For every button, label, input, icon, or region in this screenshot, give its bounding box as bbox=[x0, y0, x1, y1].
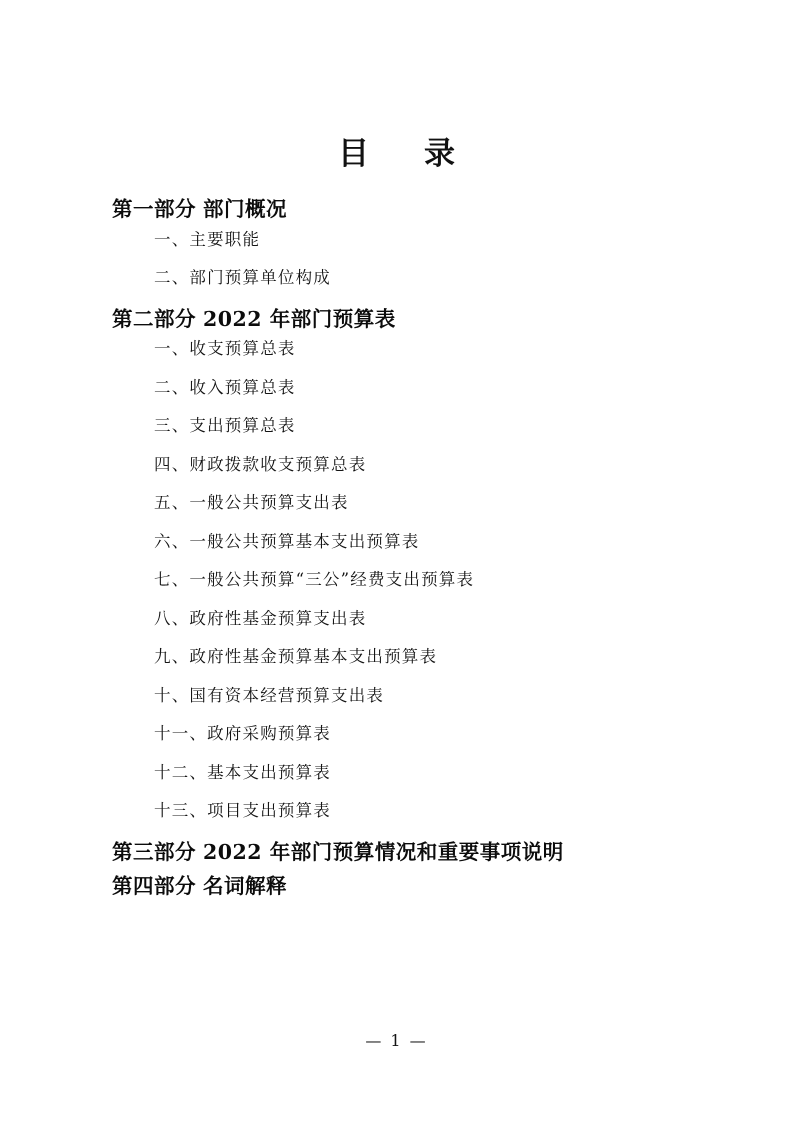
toc-item-2-13[interactable]: 十三、项目支出预算表 bbox=[154, 801, 331, 820]
toc-part-2-number: 第二部分 bbox=[112, 306, 196, 331]
toc-part-3-label: 2022 年部门预算情况和重要事项说明 bbox=[203, 839, 564, 864]
toc-part-2[interactable] bbox=[112, 306, 733, 331]
toc-part-3[interactable] bbox=[112, 839, 733, 864]
toc-item-2-2[interactable]: 二、收入预算总表 bbox=[154, 377, 296, 397]
toc-item-2-5[interactable]: 五、一般公共预算支出表 bbox=[154, 493, 349, 512]
toc-item-1-2[interactable]: 二、部门预算单位构成 bbox=[154, 268, 331, 287]
toc-item-2-6[interactable]: 六、一般公共预算基本支出预算表 bbox=[154, 531, 420, 551]
toc-item-1-1[interactable]: 一、主要职能 bbox=[154, 229, 261, 249]
toc-part-1-label: 部门概况 bbox=[203, 197, 287, 221]
table-of-contents bbox=[60, 199, 733, 897]
page-title: 目 录 bbox=[338, 136, 467, 172]
toc-item-2-3[interactable]: 三、支出预算总表 bbox=[154, 416, 296, 435]
toc-item-2-10[interactable]: 十、国有资本经营预算支出表 bbox=[154, 685, 385, 705]
toc-item-2-4[interactable]: 四、财政拨款收支预算总表 bbox=[154, 454, 367, 474]
toc-item-2-12[interactable]: 十二、基本支出预算表 bbox=[154, 762, 331, 782]
toc-item-2-9[interactable]: 九、政府性基金预算基本支出预算表 bbox=[154, 647, 438, 666]
toc-part-3-number: 第三部分 bbox=[112, 839, 196, 864]
toc-item-2-1[interactable]: 一、收支预算总表 bbox=[154, 339, 296, 358]
toc-item-2-7[interactable]: 七、一般公共预算“三公”经费支出预算表 bbox=[154, 570, 475, 589]
toc-part-4-number: 第四部分 bbox=[112, 874, 196, 898]
toc-part-1[interactable] bbox=[112, 199, 733, 220]
page-number: — 1 — bbox=[365, 1031, 428, 1050]
toc-part-2-label: 2022 年部门预算表 bbox=[203, 306, 396, 331]
toc-item-2-8[interactable]: 八、政府性基金预算支出表 bbox=[154, 608, 367, 628]
toc-part-4-label: 名词解释 bbox=[203, 874, 287, 898]
toc-item-2-11[interactable]: 十一、政府采购预算表 bbox=[154, 724, 331, 743]
toc-part-4[interactable] bbox=[112, 876, 733, 897]
toc-part-1-number: 第一部分 bbox=[112, 197, 196, 221]
